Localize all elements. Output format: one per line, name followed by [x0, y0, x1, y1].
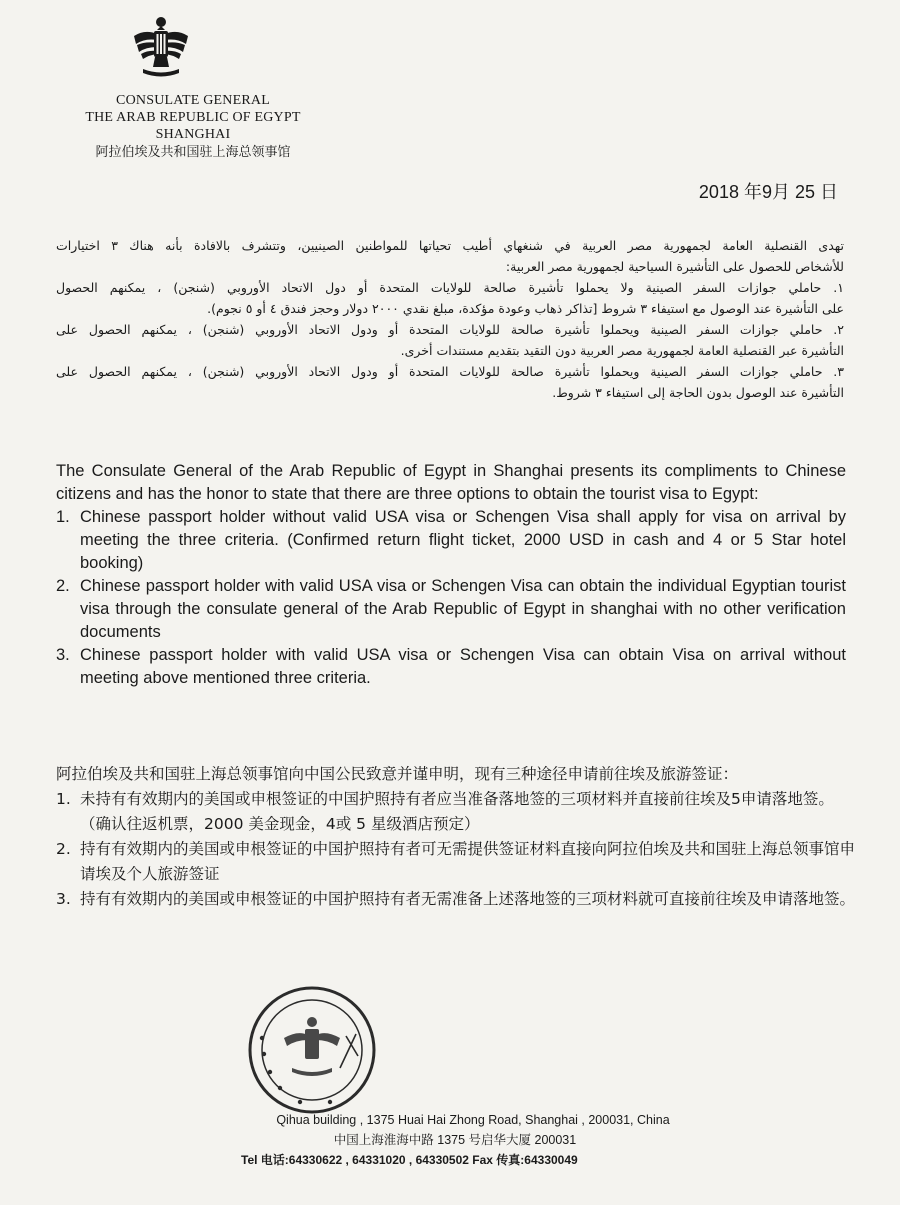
arabic-item-2-line-1: ٢. حاملي جوازات السفر الصينية ويحملوا تأشيرة صالحة للولايات المتحدة أو ودول الاتحاد الأوروبي (شنجن) ، يمكنهم الحصول على: [56, 322, 844, 337]
option-text: Chinese passport holder with valid USA visa or Schengen Visa can obtain Visa on arrival without meeting above mentioned three criteria.: [80, 646, 846, 687]
letterhead-chinese: 阿拉伯埃及共和国驻上海总领事馆: [95, 145, 291, 160]
option-text: Chinese passport holder with valid USA visa or Schengen Visa can obtain the individual Egyptian tourist visa through the consulate general of the Arab Republic of Egypt in shanghai with no other verification documents: [80, 577, 846, 641]
english-text-block: [56, 460, 846, 690]
letterhead-line-1: CONSULATE GENERAL: [116, 93, 270, 108]
footer-address-en: Qihua building , 1375 Huai Hai Zhong Road, Shanghai , 200031, China: [276, 1113, 670, 1127]
option-text: Chinese passport holder without valid USA visa or Schengen Visa shall apply for visa on arrival by meeting the three criteria. (Confirmed return flight ticket, 2000 USD in cash and 4 or 5 Star hotel booking): [80, 508, 846, 572]
english-option-3: [56, 644, 846, 690]
arabic-item-1-line-1: ١. حاملي جوازات السفر الصينية ولا يحملوا تأشيرة صالحة للولايات المتحدة أو دول الاتحاد الأوروبي (شنجن) ، يمكنهم الحصول: [56, 280, 844, 295]
list-number: 3.: [56, 646, 70, 664]
letter-date: 2018 年9月 25 日: [698, 182, 838, 202]
arabic-item-1-line-2: على التأشيرة عند الوصول مع استيفاء ٣ شروط [تذاكر ذهاب وعودة مؤكدة، مبلغ نقدي ٢٠٠٠ دولار وحجز فندق ٤ أو ٥ نجوم).: [207, 301, 844, 316]
arabic-item-2-line-2: التأشيرة عبر القنصلية العامة لجمهورية مصر العربية دون التقيد بتقديم مستندات أخرى.: [400, 343, 844, 358]
option-text: 未持有有效期内的美国或申根签证的中国护照持有者应当准备落地签的三项材料并直接前往埃及5申请落地签。（确认往返机票，2000 美金现金，4或 5 星级酒店预定）: [80, 790, 834, 833]
chinese-options-list: [56, 787, 856, 912]
arabic-item-3-line-2: التأشيرة عند الوصول بدون الحاجة إلى استيفاء ٣ شروط.: [552, 385, 844, 400]
option-text: 持有有效期内的美国或申根签证的中国护照持有者可无需提供签证材料直接向阿拉伯埃及共和国驻上海总领事馆申请埃及个人旅游签证: [80, 840, 856, 883]
chinese-option-1: [56, 787, 856, 837]
arabic-text-block: [56, 235, 844, 403]
footer-phone-fax: Tel 电话:64330622 , 64331020 , 64330502 Fax 传真:64330049: [241, 1153, 578, 1167]
list-number: 2.: [56, 577, 70, 595]
consulate-seal-icon: [240, 978, 390, 1124]
english-intro: The Consulate General of the Arab Republic of Egypt in Shanghai presents its compliments to Chinese citizens and has the honor to state that there are three options to obtain the tourist visa to Egypt:: [56, 462, 846, 503]
arabic-intro-line-2: للأشخاص للحصول على التأشيرة السياحية لجمهورية مصر العربية:: [505, 259, 844, 274]
option-text: 持有有效期内的美国或申根签证的中国护照持有者无需准备上述落地签的三项材料就可直接前往埃及申请落地签。: [80, 890, 856, 908]
english-option-2: [56, 575, 846, 644]
list-number: 1.: [56, 508, 70, 526]
arabic-intro-line-1: تهدى القنصلية العامة لجمهورية مصر العربية في شنغهاي أطيب تحياتها للمواطنين الصينيين، وتتشرف بالافادة بأنه هناك ٣ اختيارات: [56, 238, 844, 253]
arabic-item-3-line-1: ٣. حاملي جوازات السفر الصينية ويحملوا تأشيرة صالحة للولايات المتحدة أو ودول الاتحاد الأوروبي (شنجن) ، يمكنهم الحصول على: [56, 364, 844, 379]
chinese-option-3: [56, 887, 856, 912]
chinese-option-2: [56, 837, 856, 887]
list-number: 1.: [56, 790, 71, 808]
letterhead-line-2: THE ARAB REPUBLIC OF EGYPT: [85, 110, 301, 125]
english-option-1: [56, 506, 846, 575]
letterhead-line-3: SHANGHAI: [155, 127, 231, 142]
letter-footer: [205, 1110, 705, 1170]
chinese-text-block: [56, 762, 856, 912]
eagle-of-saladin-emblem-icon: [131, 14, 191, 80]
english-options-list: [56, 506, 846, 690]
letterhead: [58, 92, 328, 161]
list-number: 3.: [56, 890, 71, 908]
list-number: 2.: [56, 840, 71, 858]
chinese-intro: 阿拉伯埃及共和国驻上海总领事馆向中国公民致意并谨申明，现有三种途径申请前往埃及旅游签证：: [56, 765, 739, 783]
footer-address-zh: 中国上海淮海中路 1375 号启华大厦 200031: [333, 1133, 577, 1147]
